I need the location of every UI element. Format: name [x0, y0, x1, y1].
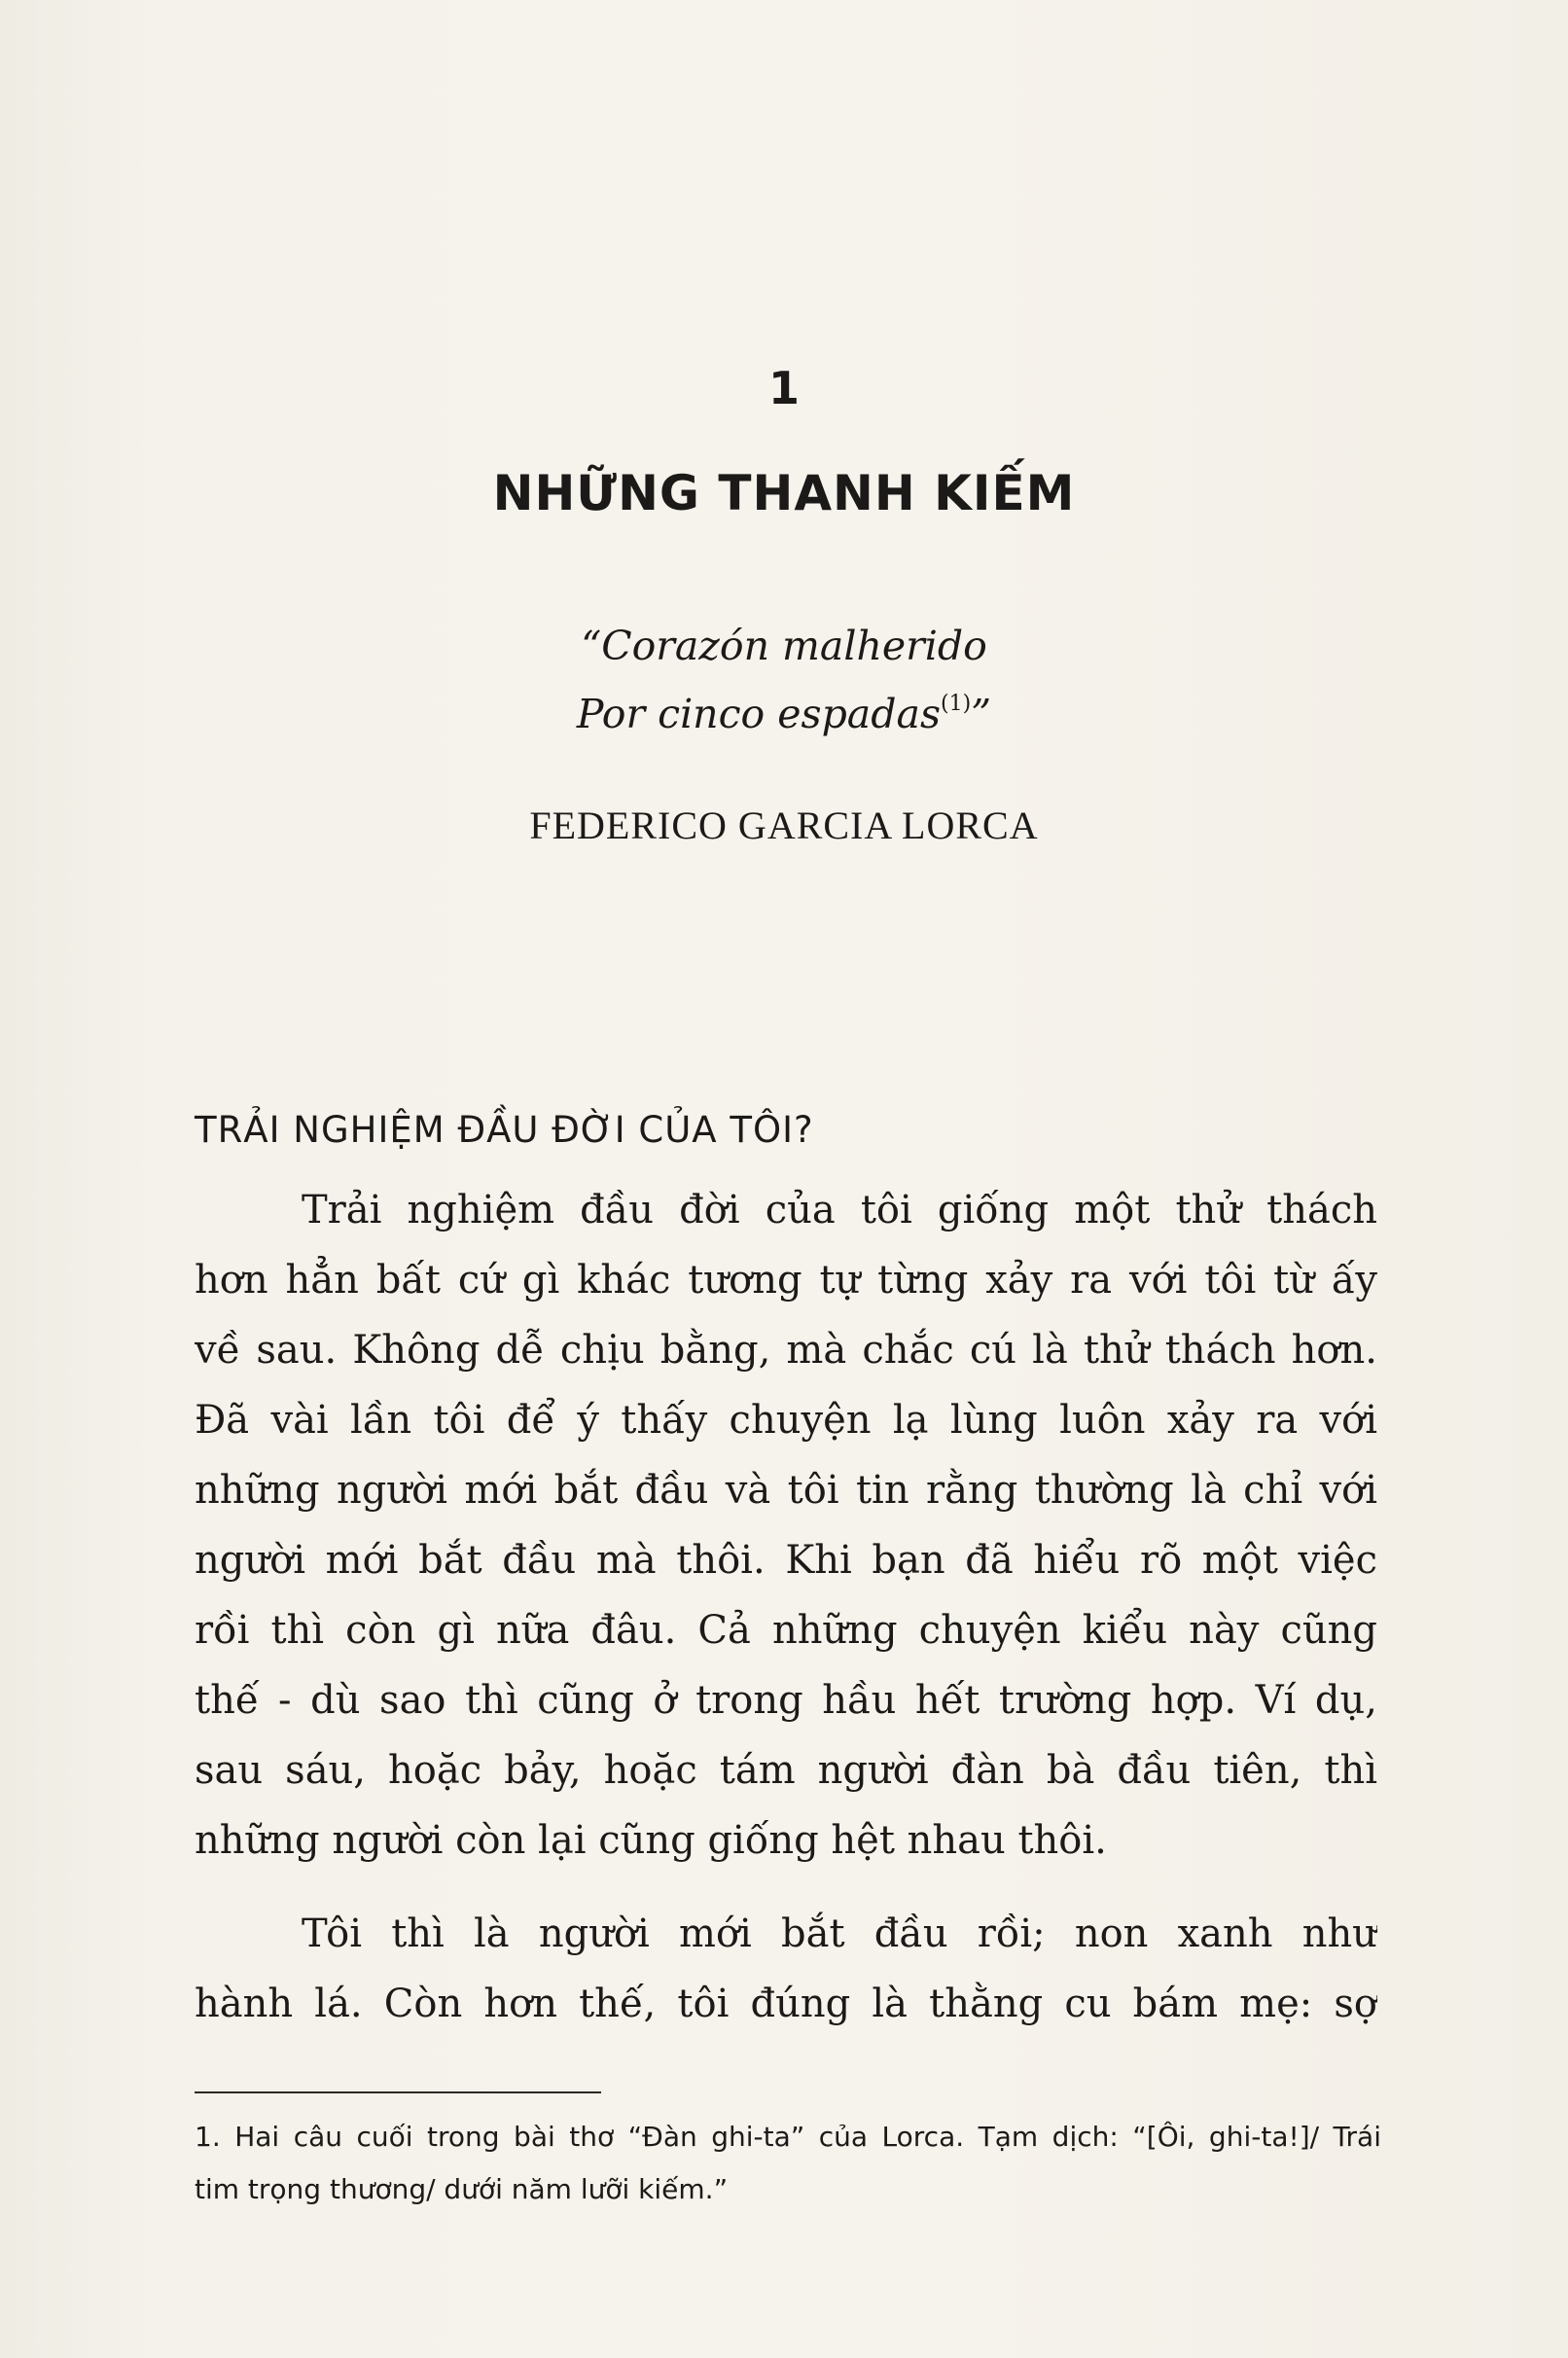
body-line: những người còn lại cũng giống hệt nhau thôi.: [195, 1818, 1107, 1863]
footnote-line: 1. Hai câu cuối trong bài thơ “Đàn ghi-ta” của Lorca. Tạm dịch: “[Ôi, ghi-ta!]/ Trái: [195, 2121, 1381, 2153]
epigraph-line-2-text: Por cinco espadas: [576, 691, 941, 737]
epigraph-author: FEDERICO GARCIA LORCA: [529, 804, 1039, 847]
body-line: người mới bắt đầu mà thôi. Khi bạn đã hiểu rõ một việc: [195, 1538, 1377, 1583]
chapter-title: NHỮNG THANH KIẾM: [492, 465, 1076, 521]
body-line: những người mới bắt đầu và tôi tin rằng thường là chỉ với: [195, 1468, 1377, 1513]
body-line: hành lá. Còn hơn thế, tôi đúng là thằng cu bám mẹ: sợ: [195, 1982, 1377, 2026]
chapter-number: 1: [767, 362, 800, 414]
body-line: sau sáu, hoặc bảy, hoặc tám người đàn bà đầu tiên, thì: [195, 1748, 1377, 1793]
body-line: thế - dù sao thì cũng ở trong hầu hết trường hợp. Ví dụ,: [195, 1678, 1377, 1723]
body-line: Trải nghiệm đầu đời của tôi giống một thử thách: [302, 1188, 1377, 1233]
body-line: về sau. Không dễ chịu bằng, mà chắc cú là thử thách hơn.: [195, 1328, 1377, 1373]
body-line: Tôi thì là người mới bắt đầu rồi; non xanh như: [302, 1911, 1377, 1956]
section-heading: TRẢI NGHIỆM ĐẦU ĐỜI CỦA TÔI?: [195, 1109, 814, 1151]
body-line: rồi thì còn gì nữa đâu. Cả những chuyện kiểu này cũng: [195, 1608, 1377, 1653]
footnote-marker: (1): [940, 692, 972, 716]
epigraph-closing-quote: ”: [971, 691, 992, 737]
body-line: Đã vài lần tôi để ý thấy chuyện lạ lùng luôn xảy ra với: [195, 1398, 1377, 1443]
footnote: [195, 2111, 1381, 2216]
footnote-line: tim trọng thương/ dưới năm lưỡi kiếm.”: [195, 2173, 729, 2205]
epigraph-line-2: [0, 691, 1568, 737]
footnote-divider: [195, 2091, 601, 2093]
paragraph-gap: [195, 1876, 1377, 1899]
epigraph-line-1: “Corazón malherido: [581, 623, 987, 669]
body-text: [195, 1175, 1377, 2039]
body-line: hơn hẳn bất cứ gì khác tương tự từng xảy ra với tôi từ ấy: [195, 1258, 1377, 1303]
